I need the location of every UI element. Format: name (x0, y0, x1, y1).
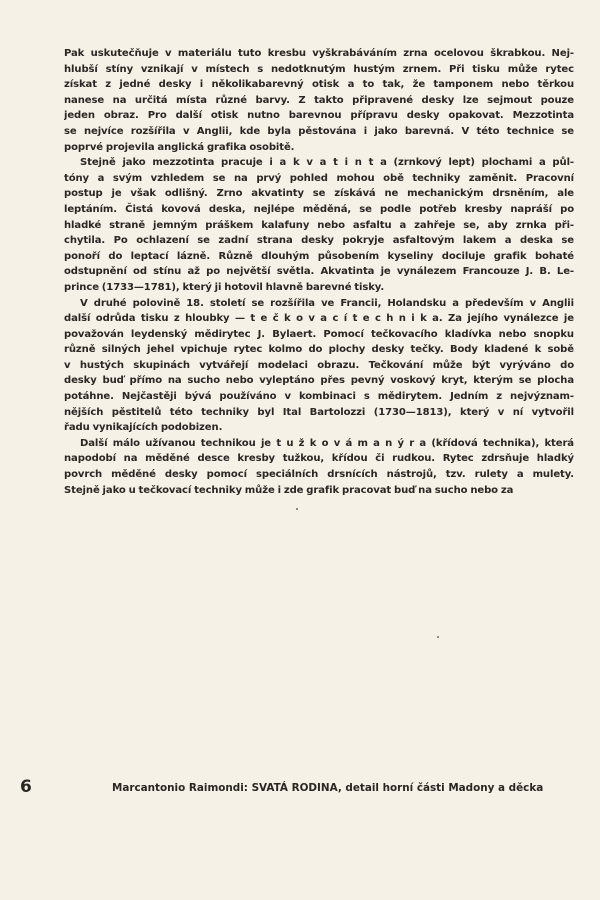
text-line: nějších pěstitelů této techniky byl Ital Bartolozzi (1730—1813), který v ní vytvořil (64, 406, 574, 418)
text-line: potáhne. Nejčastěji bývá používáno v kombinaci s mědirytem. Jedním z nejvýznam- (64, 391, 574, 403)
text-line: nanese na určitá místa různé barvy. Z takto připravené desky lze sejmout pouze (64, 94, 574, 106)
paragraph (64, 155, 574, 295)
text-line: jeden obraz. Pro další otisk nutno barevnou přípravu desky opakovat. Mezzotinta (64, 110, 574, 122)
text-line: získat z jedné desky i několikabarevný otisk a to tak, že tamponem nebo těrkou (64, 79, 574, 91)
text-line: se nejvíce rozšířila v Anglii, kde byla pěstována i jako barevná. V této technice se (64, 125, 574, 137)
paragraph (64, 436, 574, 498)
text-line: desky buď přímo na sucho nebo vyleptáno přes pevný voskový kryt, kterým se plocha (64, 375, 574, 387)
text-line: postup je však odlišný. Zrno akvatinty se získává ne mechanickým drsněním, ale (64, 188, 574, 200)
paragraph (64, 46, 574, 155)
text-line: poprvé projevila anglická grafika osobitě. (64, 141, 295, 153)
text-line: řadu vynikajících podobizen. (64, 422, 223, 434)
text-line: hlubší stíny vznikají v místech s nedotknutým hustým zrnem. Při tisku může rytec (64, 63, 574, 75)
text-line: ponoří do leptací lázně. Různě dlouhým působením kyseliny dociluje grafik bohaté (64, 250, 574, 262)
text-line: chytila. Po ochlazení se zadní strana desky pokryje asfaltovým lakem a deska se (64, 235, 574, 247)
text-line: povrch měděné desky pomocí speciálních drsnících nástrojů, tzv. rulety a mulety. (64, 469, 574, 481)
text-line: další odrůda tisku z hloubky — t e č k o v a c í t e c h n i k a. Za jejího vynálezce je (64, 313, 574, 325)
text-line: různě silných jehel vpichuje rytec kolmo do plochy desky tečky. Body kladené k sobě (64, 344, 574, 356)
text-line: prince (1733—1781), který ji hotovil hlavně barevné tisky. (64, 281, 385, 293)
text-line: považován leydenský mědirytec J. Bylaert. Pomocí tečkovacího kladívka nebo snopku (64, 328, 574, 340)
text-line: napodobí na měděné desce kresby tužkou, křídou či rudkou. Rytec zdrsňuje hladký (64, 453, 574, 465)
page-number: 6 (20, 777, 32, 797)
text-line: hladké straně jemným práškem kalafuny nebo asfaltu a zahřeje se, aby zrnka při- (64, 219, 574, 231)
text-line: tóny a svým vzhledem se na prvý pohled mohou obě techniky zaměnit. Pracovní (64, 172, 574, 184)
figure-caption: Marcantonio Raimondi: SVATÁ RODINA, detail horní části Madony a děcka (112, 782, 544, 794)
print-speck (437, 636, 439, 638)
text-line: v hustých skupinách vytvářejí modelaci obrazu. Tečkování může být vyrýváno do (64, 359, 574, 371)
text-line: Pak uskutečňuje v materiálu tuto kresbu vyškrabáváním zrna ocelovou škrabkou. Nej- (64, 48, 574, 59)
print-speck (296, 508, 298, 510)
text-line: odstupnění od stínu až po největší světla. Akvatinta je vynálezem Francouze J. B. Le- (64, 266, 574, 278)
body-text (64, 46, 574, 498)
text-line: Stejně jako mezzotinta pracuje i a k v a t i n t a (zrnkový lept) plochami a půl- (80, 157, 574, 169)
text-line: Další málo užívanou technikou je t u ž k o v á m a n ý r a (křídová technika), která (80, 437, 574, 449)
text-line: V druhé polovině 18. století se rozšířila ve Francii, Holandsku a především v Anglii (80, 297, 574, 309)
text-line: Stejně jako u tečkovací techniky může i zde grafik pracovat buď na sucho nebo za (64, 484, 514, 496)
paragraph (64, 296, 574, 436)
text-line: leptáním. Čistá kovová deska, nejlépe měděná, se podle potřeb kresby napráší po (64, 203, 574, 215)
